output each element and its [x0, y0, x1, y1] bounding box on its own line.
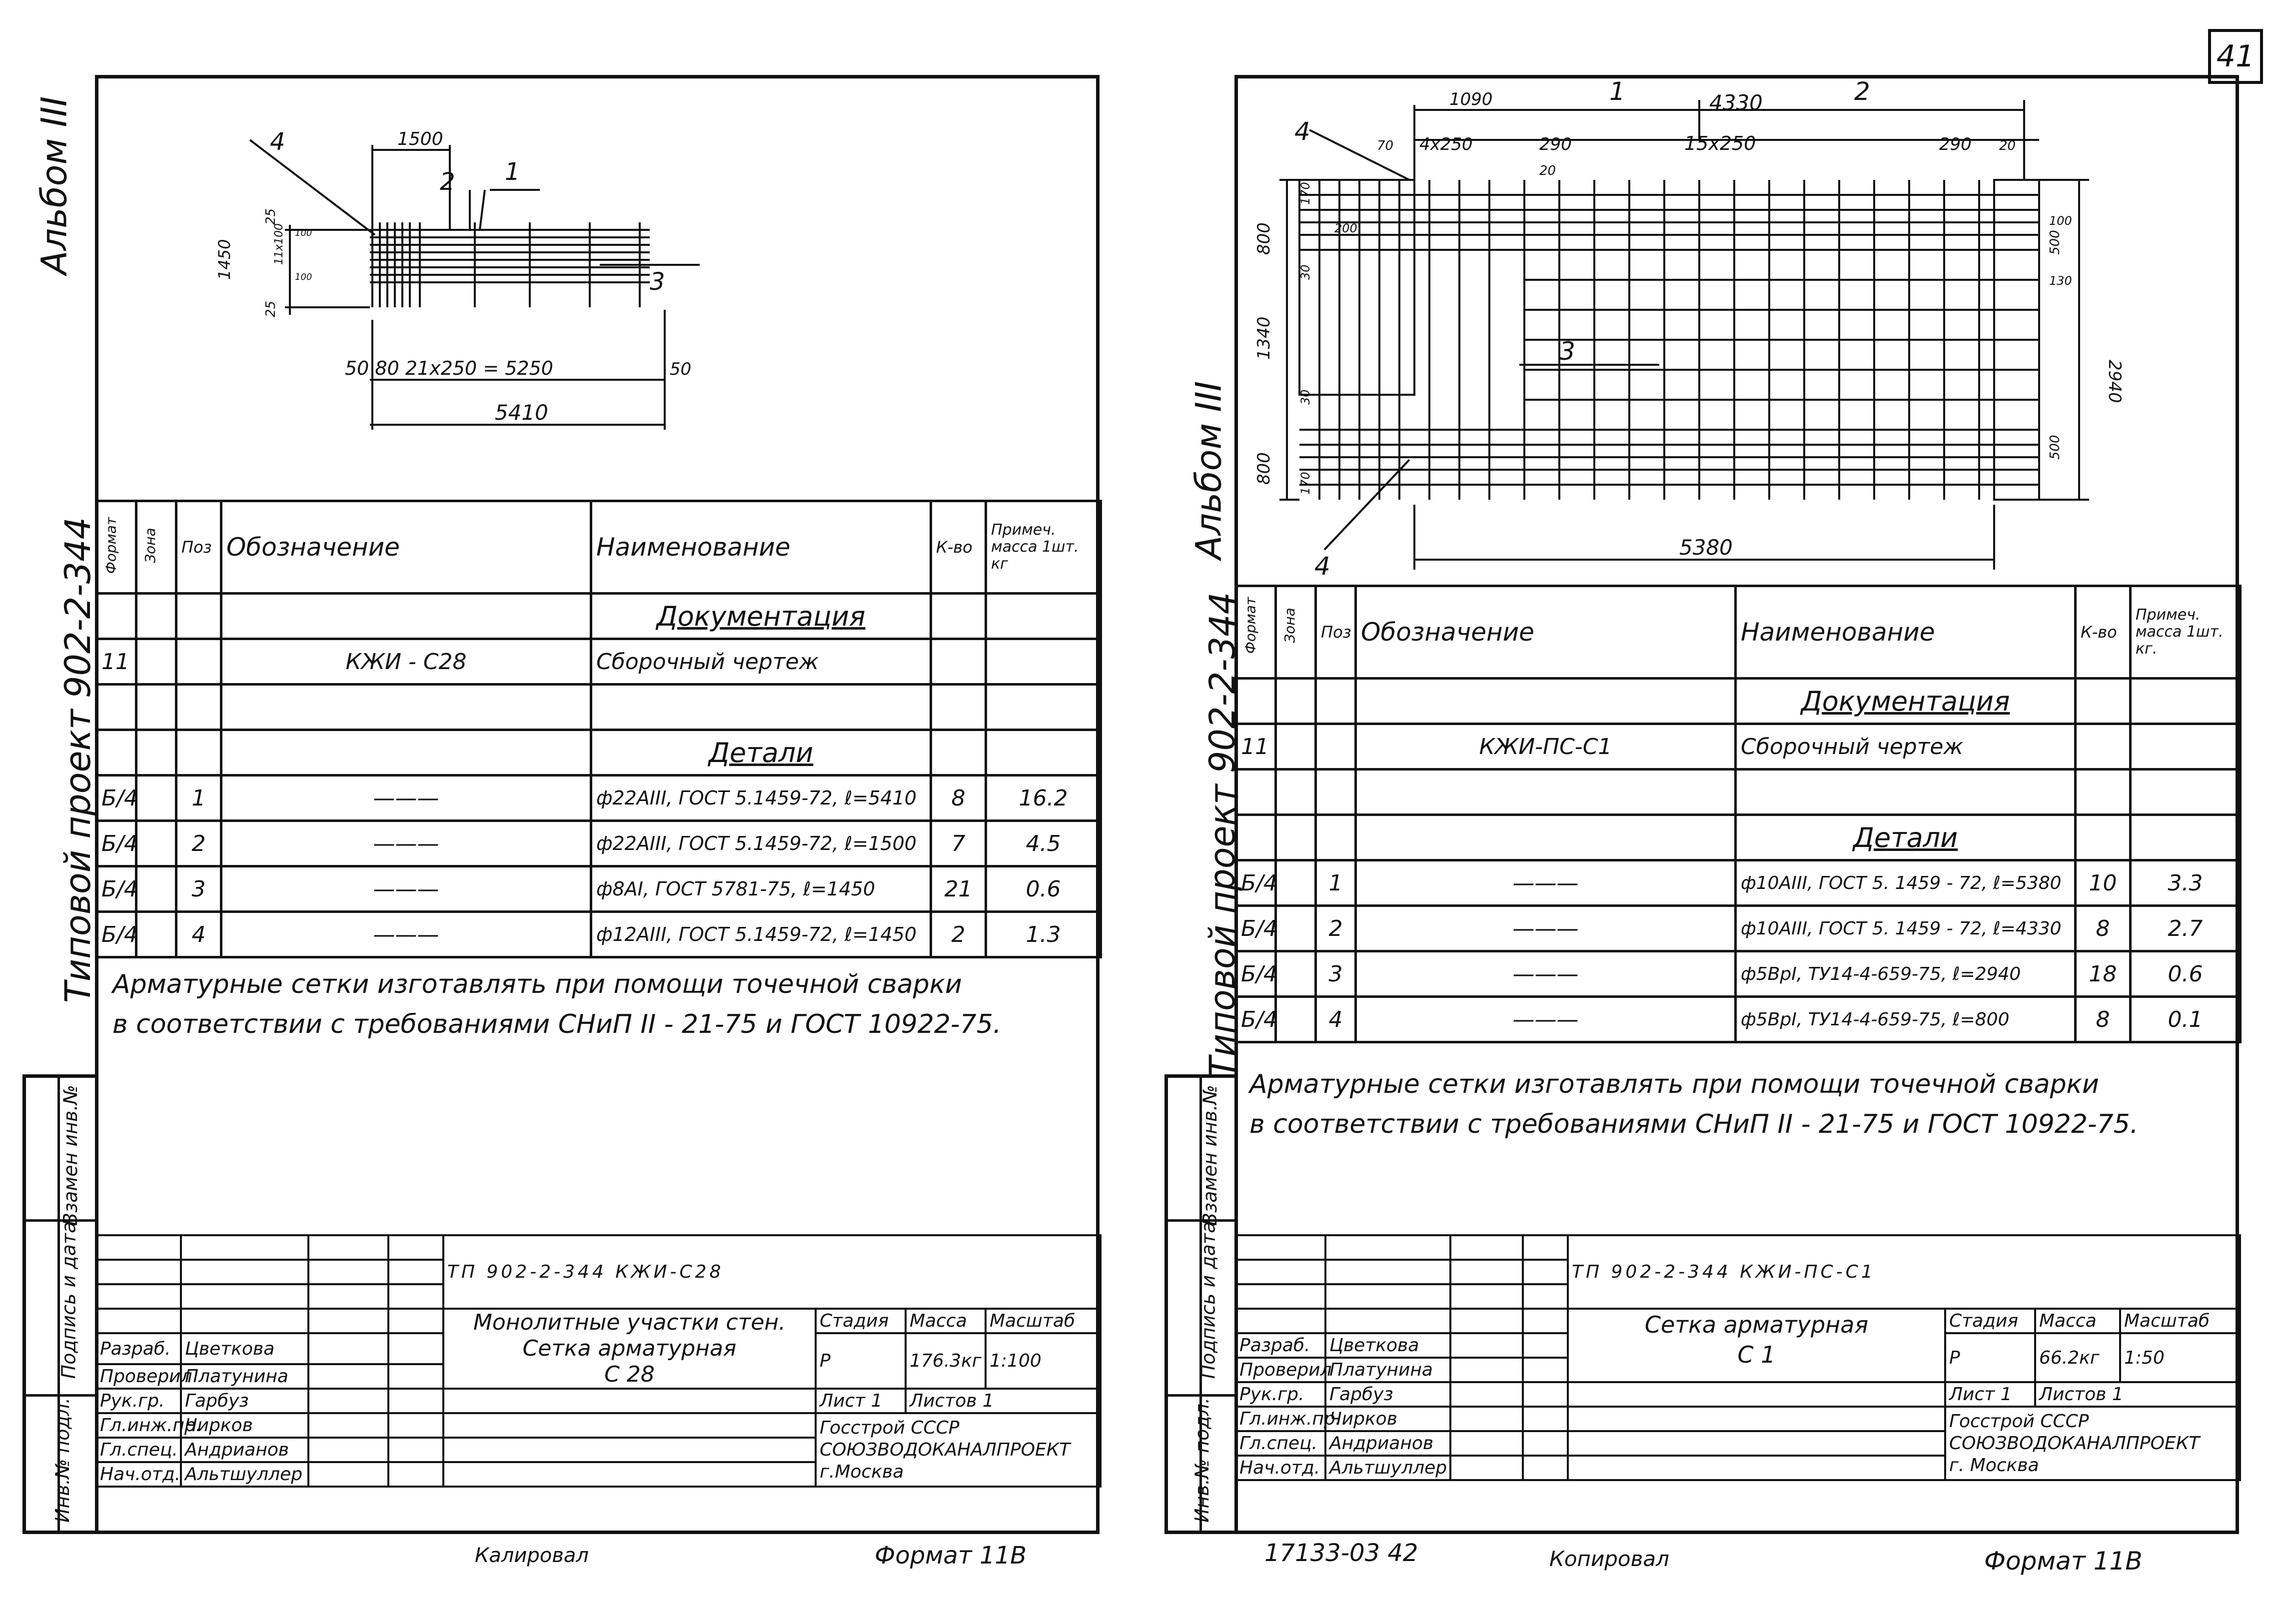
- left-sheet: Лист 1: [816, 1389, 906, 1413]
- left-inv-orig-label: Инв.№ подл.: [51, 1397, 74, 1523]
- right-title-l2: С 1: [1737, 1341, 1776, 1368]
- right-dim-20a: 20: [1999, 138, 2016, 153]
- left-doc-code: ТП 902-2-344 КЖИ-С28: [443, 1235, 1101, 1309]
- right-hdr-designation: Обозначение: [1356, 586, 1736, 679]
- left-org: [816, 1413, 1101, 1487]
- right-title-text: [1568, 1309, 1945, 1382]
- right-doc-name: Сборочный чертеж: [1736, 724, 2076, 770]
- right-hdr-note: Примеч. масса 1шт. кг.: [2131, 586, 2241, 679]
- right-sign-date-label: Подпись и дата: [1197, 1221, 1219, 1379]
- table-row: [1236, 906, 2241, 951]
- right-title-block: [1234, 1234, 2241, 1481]
- row-designation-dash: ———: [221, 912, 591, 957]
- left-hdr-qty: К-во: [931, 501, 986, 594]
- right-doc-section: Документация: [1736, 679, 2076, 724]
- right-hdr-pos: Поз: [1316, 586, 1356, 679]
- left-album-label: Альбом III: [33, 96, 75, 275]
- right-dim-800a: 800: [1254, 222, 1274, 255]
- row-mass: 2.7: [2131, 906, 2241, 951]
- left-spec-header-row: [96, 501, 1101, 594]
- left-doc-row: [96, 639, 1101, 685]
- left-person-row: Нач.отд. Альтшуллер: [96, 1462, 1101, 1487]
- right-doc-code: ТП 902-2-344 КЖИ-ПС-С1: [1568, 1235, 2240, 1309]
- left-title-l3: С 28: [604, 1362, 655, 1387]
- left-hdr-name: Наименование: [591, 501, 931, 594]
- right-person-row: Проверил Платунина: [1235, 1358, 2240, 1382]
- row-mass: 0.6: [2131, 951, 2241, 997]
- left-hdr-format: Формат: [96, 501, 136, 594]
- right-mesh-rods-lower: [1299, 430, 2039, 485]
- row-designation-dash: ———: [1356, 951, 1736, 997]
- row-designation-dash: ———: [1356, 860, 1736, 906]
- right-sheets: Листов 1: [2035, 1382, 2240, 1407]
- right-hdr-format: Формат: [1236, 586, 1276, 679]
- right-org: [1945, 1407, 2240, 1480]
- right-org1: Госстрой СССР: [1949, 1411, 2089, 1432]
- right-person-row: Нач.отд. Альтшуллер: [1235, 1456, 2240, 1480]
- left-sign-date-label: Подпись и дата: [57, 1221, 80, 1379]
- row-qty: 2: [931, 912, 986, 957]
- right-inv-taken-label: Взамен инв.№: [1199, 1084, 1221, 1226]
- left-person-row: Проверил Платунина: [96, 1364, 1101, 1389]
- row-mass: 0.1: [2131, 997, 2241, 1042]
- right-doc-section-row: [1236, 679, 2241, 724]
- right-dim-100: 100: [2049, 214, 2072, 228]
- right-dim-4x250: 4x250: [1419, 134, 1473, 154]
- right-parts-section: Детали: [1736, 815, 2076, 860]
- right-dim-70: 70: [1377, 138, 1394, 153]
- right-hdr-zone: Зона: [1276, 586, 1316, 679]
- row-format: Б/4: [1236, 860, 1276, 906]
- right-album-label: Альбом III: [1188, 381, 1229, 560]
- left-spec-table: [95, 500, 1102, 958]
- table-row: [96, 866, 1101, 912]
- page-number: 41: [2216, 39, 2255, 74]
- left-note-line2: в соответствии с требованиями СНиП II - 21-75 и ГОСТ 10922-75.: [112, 1009, 1002, 1039]
- right-dim-15x250: 15x250: [1684, 132, 1756, 154]
- right-dim-30b: 30: [1298, 389, 1312, 405]
- left-dim-step: 11x100: [273, 223, 285, 265]
- left-doc-format: 11: [96, 639, 136, 685]
- left-org2: СОЮЗВОДОКАНАЛПРОЕКТ: [820, 1439, 1071, 1460]
- right-spec-header-row: [1236, 586, 2241, 679]
- right-hdr-name: Наименование: [1736, 586, 2076, 679]
- left-dim-height: 1450: [215, 239, 234, 280]
- left-dim-50: 50: [670, 359, 692, 379]
- right-person-row: Рук.гр. Гарбуз Лист 1 Листов 1: [1235, 1382, 2240, 1407]
- row-qty: 18: [2076, 951, 2131, 997]
- right-org3: г. Москва: [1949, 1455, 2039, 1476]
- right-mesh-rods-upper: [1299, 195, 2039, 250]
- left-title-block: [95, 1234, 1102, 1488]
- right-project-label: Типовой проект 902-2-344: [1202, 592, 1243, 1078]
- left-person-row: Рук.гр. Гарбуз Лист 1 Листов 1: [96, 1389, 1101, 1413]
- right-title-l1: Сетка арматурная: [1644, 1311, 1869, 1338]
- row-mass: 0.6: [986, 866, 1101, 912]
- row-name: ф8АI, ГОСТ 5781-75, ℓ=1450: [591, 866, 931, 912]
- right-dim-500b: 500: [2048, 435, 2063, 460]
- row-mass: 4.5: [986, 821, 1101, 866]
- left-sheets: Листов 1: [906, 1389, 1101, 1413]
- row-pos: 1: [1316, 860, 1356, 906]
- left-person-row: Гл.инж.пр. Чирков Госстрой СССР СОЮЗВОДОКАНАЛПРОЕКТ г.Москва: [96, 1413, 1101, 1438]
- left-dim-100b: 100: [295, 272, 312, 282]
- row-qty: 8: [2076, 906, 2131, 951]
- right-dim-130: 130: [2049, 274, 2072, 288]
- left-person-row: Разраб. Цветкова Р 176.3кг 1:100: [96, 1333, 1101, 1364]
- left-parts-section-row: [96, 730, 1101, 776]
- right-mesh-drawing: [1254, 77, 2224, 581]
- left-dim-25a: 25: [263, 208, 278, 225]
- left-mesh-drawing: [200, 110, 775, 440]
- left-callout-2: 2: [440, 168, 455, 196]
- right-person-row: Гл.спец. Андрианов: [1235, 1431, 2240, 1456]
- left-hdr-designation: Обозначение: [221, 501, 591, 594]
- right-dim-800b: 800: [1254, 452, 1274, 485]
- right-dim-170a: 170: [1298, 182, 1312, 205]
- row-pos: 1: [176, 776, 221, 821]
- left-parts-section: Детали: [591, 730, 931, 776]
- row-mass: 1.3: [986, 912, 1101, 957]
- right-doc-format: 11: [1236, 724, 1276, 770]
- row-format: Б/4: [96, 866, 136, 912]
- left-doc-section: Документация: [591, 594, 931, 639]
- left-callout-4: 4: [270, 128, 285, 156]
- left-note-line1: Арматурные сетки изготавлять при помощи точечной сварки: [112, 969, 962, 999]
- left-project-label: Типовой проект 902-2-344: [57, 517, 99, 1003]
- right-callout-4a: 4: [1294, 117, 1310, 146]
- table-row: [1236, 860, 2241, 906]
- left-mesh-rods: [370, 230, 650, 282]
- left-dim-total: 5410: [495, 400, 548, 425]
- left-doc-section-row: [96, 594, 1101, 639]
- row-qty: 7: [931, 821, 986, 866]
- right-dim-500a: 500: [2048, 230, 2063, 255]
- left-dim-bottom: 50 80 21x250 = 5250: [345, 357, 553, 379]
- right-callout-1: 1: [1609, 77, 1625, 106]
- right-dim-290a: 290: [1539, 134, 1572, 154]
- left-person-row: Гл.спец. Андрианов: [96, 1438, 1101, 1462]
- right-dim-20b: 20: [1539, 163, 1556, 178]
- left-dim-100a: 100: [295, 228, 312, 238]
- right-dim-5380: 5380: [1679, 535, 1733, 560]
- left-hdr-zone: Зона: [136, 501, 176, 594]
- right-person-row: Гл.инж.пр. Чирков Госстрой СССР СОЮЗВОДОКАНАЛПРОЕКТ г. Москва: [1235, 1407, 2240, 1431]
- right-inv-orig-label: Инв.№ подл.: [1191, 1397, 1213, 1523]
- table-row: [1236, 997, 2241, 1042]
- row-qty: 8: [931, 776, 986, 821]
- right-strip-divider-v: [1199, 1074, 1202, 1534]
- row-name: ф22АIII, ГОСТ 5.1459-72, ℓ=5410: [591, 776, 931, 821]
- row-format: Б/4: [1236, 951, 1276, 997]
- row-mass: 3.3: [2131, 860, 2241, 906]
- left-title-l1: Монолитные участки стен.: [473, 1310, 786, 1335]
- left-mass-label: Масса: [906, 1309, 986, 1333]
- row-format: Б/4: [96, 776, 136, 821]
- row-format: Б/4: [96, 821, 136, 866]
- row-name: ф5ВрI, ТУ14-4-659-75, ℓ=800: [1736, 997, 2076, 1042]
- right-stage-label: Стадия: [1945, 1309, 2035, 1333]
- table-row: [96, 821, 1101, 866]
- right-callout-3: 3: [1559, 337, 1575, 366]
- row-format: Б/4: [1236, 906, 1276, 951]
- left-title-l2: Сетка арматурная: [522, 1336, 737, 1361]
- left-hdr-pos: Поз: [176, 501, 221, 594]
- right-footer-num: 17133-03 42: [1264, 1539, 1418, 1567]
- left-mass: 176.3кг: [906, 1333, 986, 1389]
- right-doc-designation: КЖИ-ПС-С1: [1356, 724, 1736, 770]
- row-qty: 10: [2076, 860, 2131, 906]
- row-pos: 4: [176, 912, 221, 957]
- left-org3: г.Москва: [820, 1461, 904, 1482]
- row-qty: 21: [931, 866, 986, 912]
- right-mass-label: Масса: [2035, 1309, 2120, 1333]
- left-footer-left: Калировал: [475, 1544, 589, 1567]
- row-pos: 3: [176, 866, 221, 912]
- row-designation-dash: ———: [221, 821, 591, 866]
- row-name: ф10АIII, ГОСТ 5. 1459 - 72, ℓ=4330: [1736, 906, 2076, 951]
- row-name: ф22АIII, ГОСТ 5.1459-72, ℓ=1500: [591, 821, 931, 866]
- right-callout-2: 2: [1854, 77, 1870, 106]
- right-callout-4b: 4: [1314, 552, 1330, 581]
- row-pos: 3: [1316, 951, 1356, 997]
- right-sheet: Лист 1: [1945, 1382, 2035, 1407]
- row-name: ф12АIII, ГОСТ 5.1459-72, ℓ=1450: [591, 912, 931, 957]
- row-pos: 2: [1316, 906, 1356, 951]
- row-designation-dash: ———: [1356, 997, 1736, 1042]
- right-doc-row: [1236, 724, 2241, 770]
- left-scale: 1:100: [986, 1333, 1101, 1389]
- row-name: ф5ВрI, ТУ14-4-659-75, ℓ=2940: [1736, 951, 2076, 997]
- left-doc-name: Сборочный чертеж: [591, 639, 931, 685]
- right-note-line2: в соответствии с требованиями СНиП II - 21-75 и ГОСТ 10922-75.: [1249, 1109, 2139, 1139]
- left-footer-right: Формат 11В: [875, 1542, 1027, 1570]
- right-footer-right: Формат 11В: [1984, 1547, 2143, 1576]
- right-footer-left: Копировал: [1549, 1547, 1669, 1571]
- left-title-text: [443, 1309, 816, 1389]
- row-mass: 16.2: [986, 776, 1101, 821]
- right-hdr-qty: К-во: [2076, 586, 2131, 679]
- table-row: [96, 912, 1101, 957]
- right-note-line1: Арматурные сетки изготавлять при помощи точечной сварки: [1249, 1069, 2099, 1099]
- right-scale-label: Масштаб: [2120, 1309, 2240, 1333]
- left-org1: Госстрой СССР: [820, 1417, 960, 1438]
- right-dim-2940: 2940: [2105, 360, 2125, 403]
- row-pos: 4: [1316, 997, 1356, 1042]
- right-dim-170b: 170: [1298, 472, 1312, 495]
- row-qty: 8: [2076, 997, 2131, 1042]
- left-hdr-note: Примеч. масса 1шт. кг: [986, 501, 1101, 594]
- right-dim-4330: 4330: [1709, 90, 1763, 115]
- right-mesh-rods-middle: [1524, 280, 2039, 400]
- right-dim-1090: 1090: [1449, 89, 1493, 109]
- left-strip-divider-v: [57, 1074, 60, 1534]
- left-mesh-bars: [372, 222, 640, 307]
- right-scale: 1:50: [2120, 1333, 2240, 1382]
- left-stage-label: Стадия: [816, 1309, 906, 1333]
- right-spec-table: [1234, 585, 2242, 1043]
- row-format: Б/4: [1236, 997, 1276, 1042]
- right-dim-1340: 1340: [1254, 316, 1274, 360]
- row-designation-dash: ———: [1356, 906, 1736, 951]
- left-inv-taken-label: Взамен инв.№: [59, 1084, 82, 1226]
- right-dim-30a: 30: [1298, 264, 1312, 280]
- table-row: [96, 776, 1101, 821]
- row-designation-dash: ———: [221, 776, 591, 821]
- left-scale-label: Масштаб: [986, 1309, 1101, 1333]
- right-person-row: Разраб. Цветкова Р 66.2кг 1:50: [1235, 1333, 2240, 1358]
- right-mass: 66.2кг: [2035, 1333, 2120, 1382]
- row-name: ф10АIII, ГОСТ 5. 1459 - 72, ℓ=5380: [1736, 860, 2076, 906]
- left-stage: Р: [816, 1333, 906, 1389]
- row-designation-dash: ———: [221, 866, 591, 912]
- table-row: [1236, 951, 2241, 997]
- right-dim-290b: 290: [1939, 134, 1972, 154]
- left-callout-1: 1: [505, 158, 520, 186]
- right-dim-200: 200: [1334, 221, 1357, 235]
- right-parts-section-row: [1236, 815, 2241, 860]
- row-pos: 2: [176, 821, 221, 866]
- right-org2: СОЮЗВОДОКАНАЛПРОЕКТ: [1949, 1433, 2200, 1454]
- row-format: Б/4: [96, 912, 136, 957]
- right-stage: Р: [1945, 1333, 2035, 1382]
- left-dim-top: 1500: [397, 129, 443, 149]
- left-callout-3: 3: [650, 268, 665, 296]
- left-dim-25b: 25: [263, 300, 278, 317]
- left-doc-designation: КЖИ - С28: [221, 639, 591, 685]
